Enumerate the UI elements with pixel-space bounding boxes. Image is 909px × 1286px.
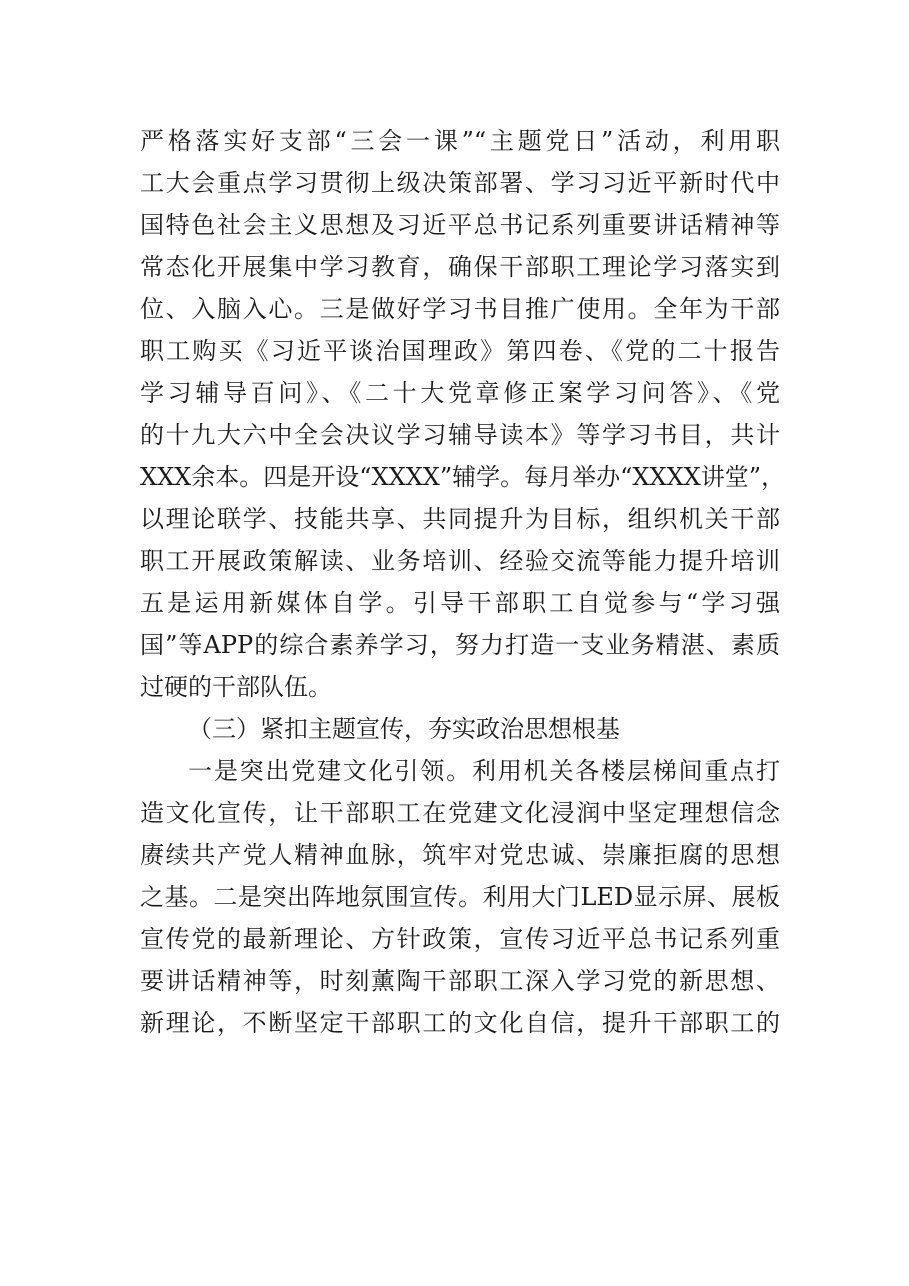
text-line: 学习辅导百问》、《二十大党章修正案学习问答》、《党 <box>140 379 780 407</box>
text-line: 新理论，不断坚定干部职工的文化自信，提升干部职工的 <box>140 1009 780 1037</box>
text-line: 国特色社会主义思想及习近平总书记系列重要讲话精神等 <box>140 211 780 239</box>
text-line: XXX余本。四是开设“XXXX”辅学。每月举办“XXXX讲堂”， <box>140 463 786 491</box>
text-line: 赓续共产党人精神血脉，筑牢对党忠诚、崇廉拒腐的思想 <box>140 841 780 869</box>
section-heading: （三）紧扣主题宣传，夯实政治思想根基 <box>188 715 620 743</box>
text-line: 宣传党的最新理论、方针政策，宣传习近平总书记系列重 <box>140 925 780 953</box>
text-line: 造文化宣传，让干部职工在党建文化浸润中坚定理想信念 <box>140 799 780 827</box>
text-line: 以理论联学、技能共享、共同提升为目标，组织机关干部 <box>140 505 780 533</box>
text-line: 常态化开展集中学习教育，确保干部职工理论学习落实到 <box>140 253 780 281</box>
text-line: 的十九大六中全会决议学习辅导读本》等学习书目，共计 <box>140 421 780 449</box>
text-line: 职工开展政策解读、业务培训、经验交流等能力提升培训 <box>140 547 780 575</box>
text-line: 之基。二是突出阵地氛围宣传。利用大门LED显示屏、展板 <box>140 883 780 911</box>
text-line: 五是运用新媒体自学。引导干部职工自觉参与“学习强 <box>140 589 780 617</box>
text-line: 工大会重点学习贯彻上级决策部署、学习习近平新时代中 <box>140 169 780 197</box>
text-line: 位、入脑入心。三是做好学习书目推广使用。全年为干部 <box>140 295 780 323</box>
text-line: 一是突出党建文化引领。利用机关各楼层梯间重点打 <box>188 757 780 785</box>
text-line: 国”等APP的综合素养学习，努力打造一支业务精湛、素质 <box>140 631 780 659</box>
paragraph-continued <box>140 120 786 708</box>
paragraph-section-three <box>140 750 780 1044</box>
text-line: 过硬的干部队伍。 <box>140 673 332 701</box>
text-line: 职工购买《习近平谈治国理政》第四卷、《党的二十报告 <box>140 337 780 365</box>
text-line: 严格落实好支部“三会一课”“主题党日”活动，利用职 <box>140 127 780 155</box>
document-body <box>140 120 786 1044</box>
text-line: 要讲话精神等，时刻薰陶干部职工深入学习党的新思想、 <box>140 967 780 995</box>
